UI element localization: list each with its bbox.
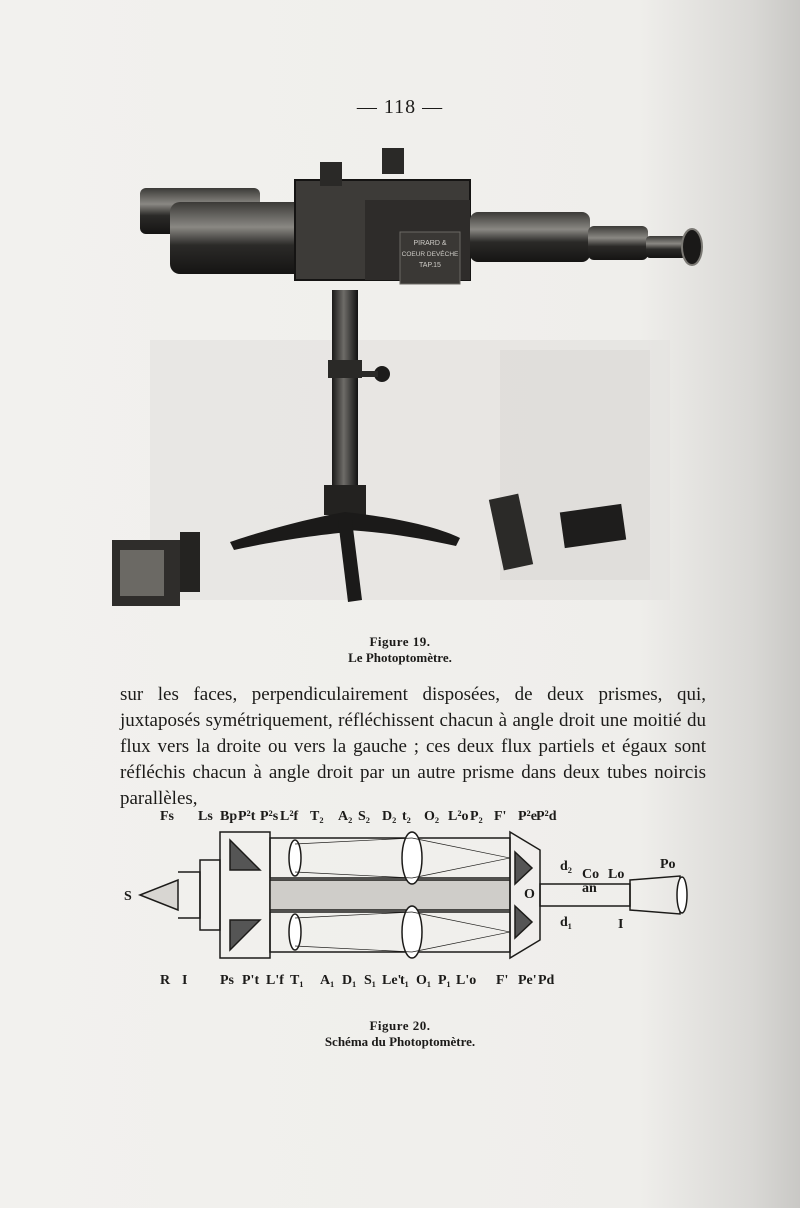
schema-label-bottom-11: O₁ — [416, 973, 432, 988]
schema-label-top-2: Bp — [220, 809, 238, 824]
schema-label-side-1: d₂ — [560, 859, 572, 874]
schema-label-side-8: I — [618, 917, 624, 932]
schema-label-top-11: O₂ — [424, 809, 440, 824]
schema-label-bottom-2: Ps — [220, 973, 234, 988]
plate-text-line-2: COEUR DEVÉCHE — [401, 251, 459, 258]
schema-label-bottom-6: A₁ — [320, 973, 335, 988]
schema-label-top-10: t₂ — [402, 809, 411, 824]
figure-20-schematic — [120, 780, 720, 1010]
schema-label-side-6: O — [524, 887, 535, 902]
schema-label-bottom-7: D₁ — [342, 973, 357, 988]
schema-label-top-0: Fs — [160, 809, 174, 824]
schema-label-bottom-0: R — [160, 973, 171, 988]
schema-label-bottom-8: S₁ — [364, 973, 376, 988]
schema-label-top-1: Ls — [198, 809, 213, 824]
schema-label-bottom-13: L'o — [456, 973, 477, 988]
schema-label-top-6: T₂ — [310, 809, 324, 824]
schema-label-side-4: Lo — [608, 867, 625, 882]
plate-text-line-3: TAP.15 — [419, 262, 441, 269]
schema-label-bottom-1: I — [182, 973, 188, 988]
schema-label-top-13: P₂ — [470, 809, 483, 824]
schema-label-bottom-4: L'f — [266, 973, 284, 988]
figure-19-label: Figure 19. — [369, 634, 431, 649]
figure-19-photo — [100, 140, 740, 620]
schema-label-top-3: P²t — [238, 809, 256, 824]
schema-label-side-0: S — [124, 889, 132, 904]
schema-label-side-2: Co — [582, 867, 600, 882]
schema-label-bottom-16: Pd — [538, 973, 555, 988]
figure-19-title: Le Photoptomètre. — [348, 650, 452, 665]
schema-label-top-7: A₂ — [338, 809, 353, 824]
figure-19-caption — [0, 634, 800, 666]
plate-text-line-1: PIRARD & — [413, 240, 447, 247]
figure-20-label: Figure 20. — [369, 1018, 431, 1033]
schema-label-bottom-3: P't — [242, 973, 260, 988]
body-paragraph: sur les faces, perpendiculairement disposées, de deux prismes, qui, juxtaposés symétriquement, réfléchissent chacun à angle droit une moitié du flux vers la droite ou vers la gauche ; ces deux flux partiels et égaux sont réfléchis chacun à angle droit par un autre prisme dans deux tubes noircis parallèles, — [120, 684, 706, 809]
schema-label-bottom-15: Pe' — [518, 973, 537, 988]
schema-label-top-15: P²e — [518, 809, 537, 824]
schema-label-bottom-5: T₁ — [290, 973, 304, 988]
schema-label-bottom-14: F' — [496, 973, 509, 988]
schema-label-top-16: P²d — [536, 809, 557, 824]
page-number: — 118 — — [356, 96, 444, 118]
schema-label-top-5: L²f — [280, 809, 299, 824]
figure-20-caption — [0, 1018, 800, 1050]
schema-label-side-5: Po — [660, 857, 676, 872]
schema-label-side-3: an — [582, 881, 597, 896]
schema-label-side-7: d₁ — [560, 915, 572, 930]
schema-label-top-4: P²s — [260, 809, 279, 824]
figure-20-title: Schéma du Photoptomètre. — [324, 1034, 476, 1049]
schema-label-top-8: S₂ — [358, 809, 370, 824]
schema-label-bottom-9: Le' — [382, 973, 402, 988]
schema-label-top-9: D₂ — [382, 809, 397, 824]
schema-label-top-14: F' — [494, 809, 507, 824]
schema-label-bottom-12: P₁ — [438, 973, 451, 988]
schema-label-bottom-10: t₁ — [400, 973, 409, 988]
schema-label-top-12: L²o — [448, 809, 469, 824]
